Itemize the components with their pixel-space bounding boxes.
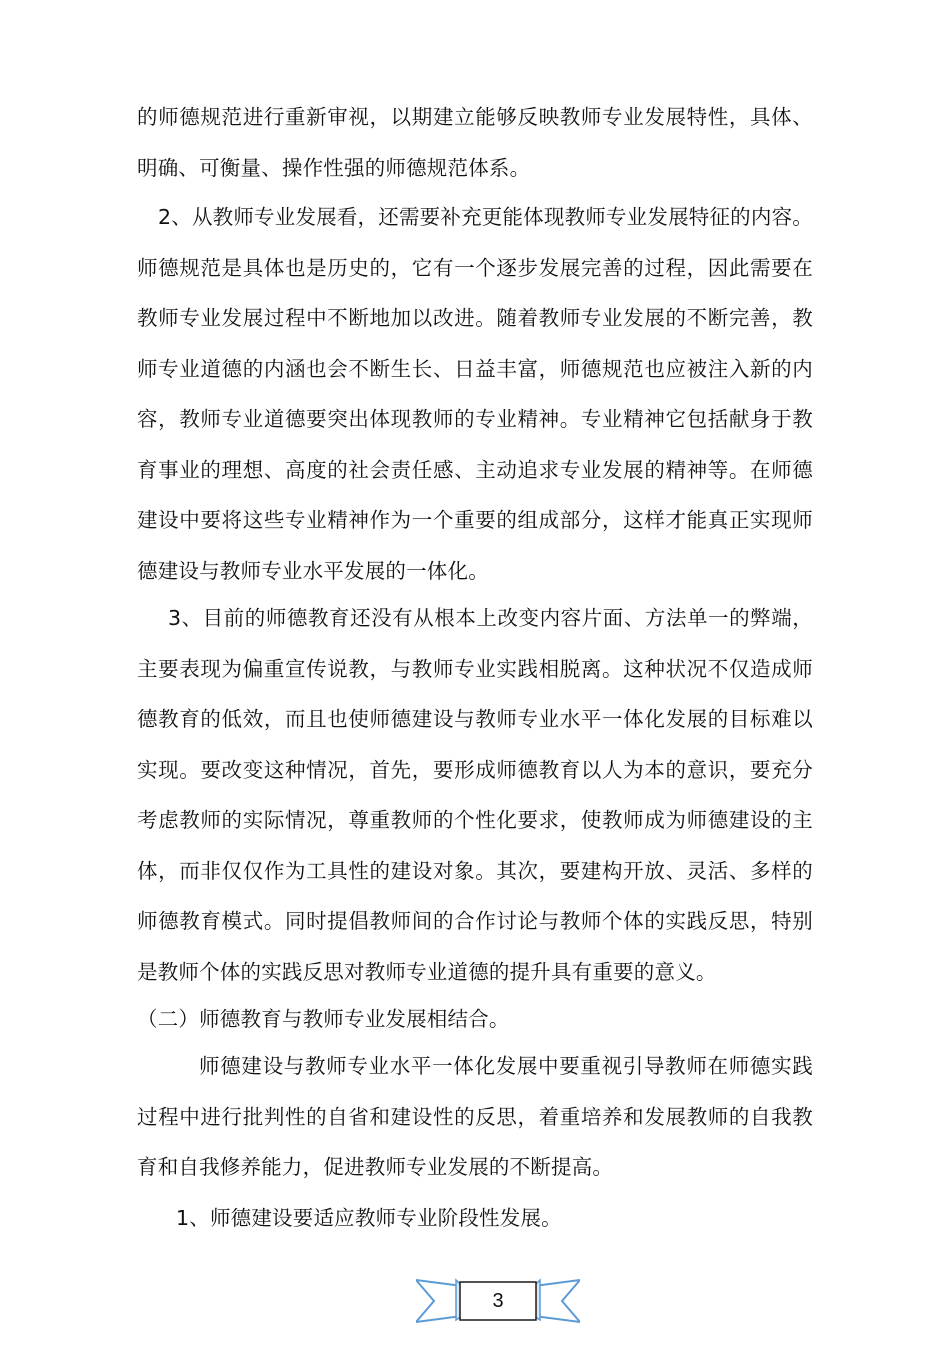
page-number: 3 (492, 1290, 504, 1312)
list-item-1: 1、师德建设要适应教师专业阶段性发展。 (176, 1206, 562, 1230)
paragraph-standards-review: 的师德规范进行重新审视，以期建立能够反映教师专业发展特性，具体、明确、可衡量、操作性强的师德规范体系。 (137, 105, 813, 180)
section-heading-2: （二）师德教育与教师专业发展相结合。 (137, 1007, 510, 1031)
paragraph-point-3: 3、目前的师德教育还没有从根本上改变内容片面、方法单一的弊端，主要表现为偏重宣传说教，与教师专业实践相脱离。这种状况不仅造成师德教育的低效，而且也使师德建设与教师专业水平一体化发展的目标难以实现。要改变这种情况，首先，要形成师德教育以人为本的意识，要充分考虑教师的实际情况，尊重教师的个性化要求，使教师成为师德建设的主体，而非仅仅作为工具性的建设对象。其次，要建构开放、灵活、多样的师德教育模式。同时提倡教师间的合作讨论与教师个体的实践反思，特别是教师个体的实践反思对教师专业道德的提升具有重要的意义。 (137, 606, 813, 984)
paragraph-section-2-intro: 师德建设与教师专业水平一体化发展中要重视引导教师在师德实践过程中进行批判性的自省和建设性的反思，着重培养和发展教师的自我教育和自我修养能力，促进教师专业发展的不断提高。 (137, 1054, 813, 1179)
paragraph-point-2: 2、从教师专业发展看，还需要补充更能体现教师专业发展特征的内容。师德规范是具体也是历史的，它有一个逐步发展完善的过程，因此需要在教师专业发展过程中不断地加以改进。随着教师专业发展的不断完善，教师专业道德的内涵也会不断生长、日益丰富，师德规范也应被注入新的内容，教师专业道德要突出体现教师的专业精神。专业精神它包括献身于教育事业的理想、高度的社会责任感、主动追求专业发展的精神等。在师德建设中要将这些专业精神作为一个重要的组成部分，这样才能真正实现师德建设与教师专业水平发展的一体化。 (137, 205, 813, 583)
page-footer (416, 1276, 580, 1326)
